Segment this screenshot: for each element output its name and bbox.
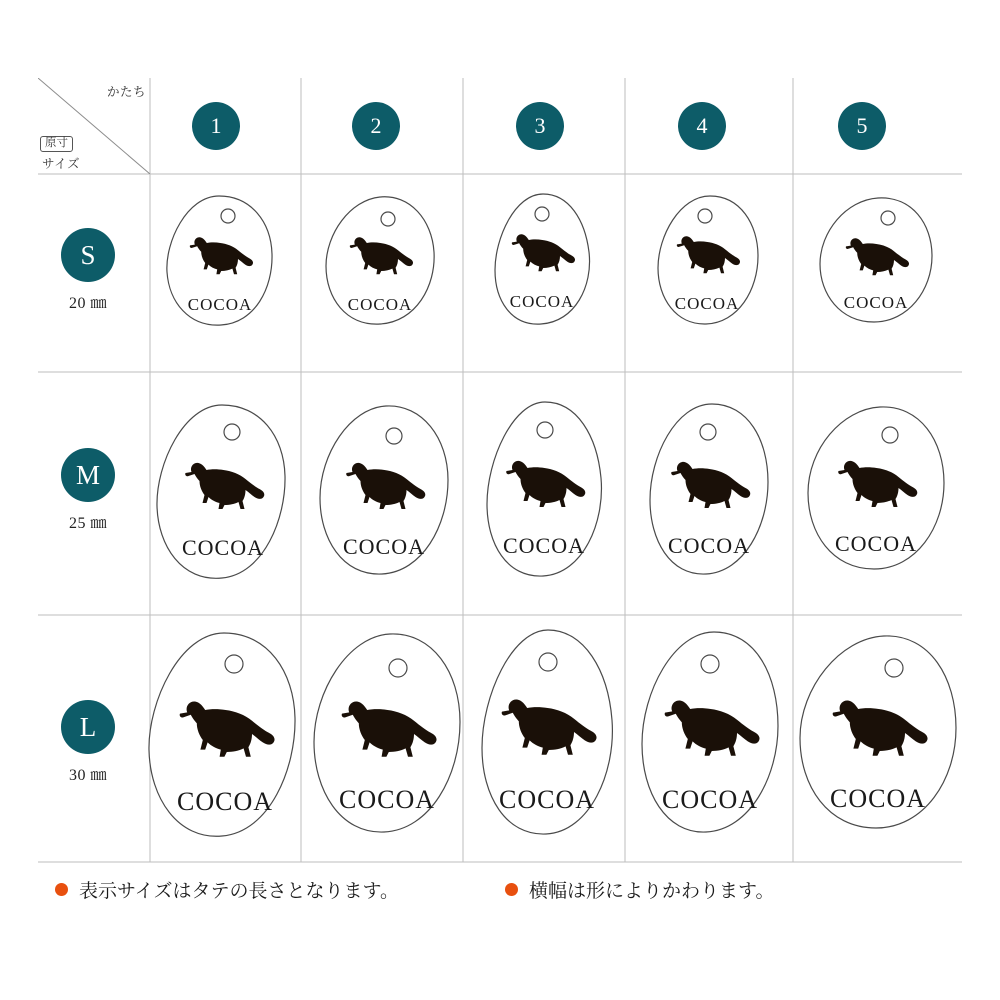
column-header-1: 1 — [192, 102, 240, 150]
bullet-dot-icon — [505, 883, 518, 896]
tag-cell-m2 — [312, 402, 457, 592]
tag-hole — [885, 659, 903, 677]
tag-cell-s3 — [485, 190, 605, 338]
tag-cell-s1 — [155, 192, 285, 337]
tag-name-text: COCOA — [834, 531, 918, 556]
tag-hole — [389, 659, 407, 677]
tag-name-text: COCOA — [843, 293, 909, 312]
tag-name-text: COCOA — [181, 535, 265, 560]
tag-cell-l3 — [472, 626, 628, 856]
tag-cell-s4 — [648, 192, 770, 337]
size-axis-label: サイズ — [42, 157, 81, 171]
tag-name-text: COCOA — [176, 787, 274, 816]
tag-hole — [700, 424, 716, 440]
tag-name-text: COCOA — [187, 295, 253, 314]
tag-hole — [381, 212, 395, 226]
tag-name-text: COCOA — [338, 785, 436, 814]
footnote-1 — [55, 876, 399, 903]
row-size-m: 25 ㎜ — [68, 515, 107, 532]
column-header-3: 3 — [516, 102, 564, 150]
tag-cell-m5 — [800, 403, 952, 589]
tag-name-text: COCOA — [342, 534, 426, 559]
footnote-2-text: 横幅は形によりかわります。 — [529, 881, 775, 902]
row-size-l: 30 ㎜ — [68, 767, 107, 784]
tag-name-text: COCOA — [661, 785, 759, 814]
tag-hole — [698, 209, 712, 223]
tag-cell-s2 — [318, 192, 443, 337]
tag-hole — [701, 655, 719, 673]
row-size-s: 20 ㎜ — [68, 295, 107, 312]
tag-cell-m3 — [477, 398, 617, 594]
row-badge-m: M — [61, 448, 115, 502]
tag-hole — [225, 655, 243, 673]
tag-cell-m4 — [640, 400, 782, 592]
tag-hole — [224, 424, 240, 440]
tag-hole — [882, 427, 898, 443]
tag-cell-l1 — [140, 628, 310, 856]
tag-name-text: COCOA — [347, 295, 413, 314]
row-header-m — [28, 448, 148, 533]
row-header-s — [28, 228, 148, 313]
actual-size-badge: 原寸 — [40, 136, 73, 153]
row-badge-s: S — [61, 228, 115, 282]
tag-cell-m1 — [148, 400, 298, 595]
footnote-2 — [505, 876, 774, 903]
bullet-dot-icon — [55, 883, 68, 896]
tag-cell-s5 — [812, 194, 940, 337]
footnote-1-text: 表示サイズはタテの長さとなります。 — [79, 881, 399, 902]
tag-name-text: COCOA — [509, 292, 575, 311]
tag-hole — [535, 207, 549, 221]
tag-hole — [386, 428, 402, 444]
tag-name-text: COCOA — [667, 533, 751, 558]
corner-header-cell — [38, 78, 150, 174]
column-header-2: 2 — [352, 102, 400, 150]
tag-hole — [221, 209, 235, 223]
tag-name-text: COCOA — [502, 533, 586, 558]
footnotes — [55, 876, 955, 916]
tag-name-text: COCOA — [829, 784, 927, 813]
tag-cell-l4 — [632, 628, 792, 854]
row-badge-l: L — [61, 700, 115, 754]
tag-name-text: COCOA — [674, 294, 740, 313]
column-header-5: 5 — [838, 102, 886, 150]
tag-hole — [539, 653, 557, 671]
row-header-l — [28, 700, 148, 785]
column-header-4: 4 — [678, 102, 726, 150]
shape-axis-label: かたち — [106, 85, 146, 99]
tag-hole — [881, 211, 895, 225]
tag-name-text: COCOA — [498, 785, 596, 814]
tag-hole — [537, 422, 553, 438]
tag-cell-l2 — [306, 630, 468, 852]
tag-cell-l5 — [792, 632, 964, 850]
